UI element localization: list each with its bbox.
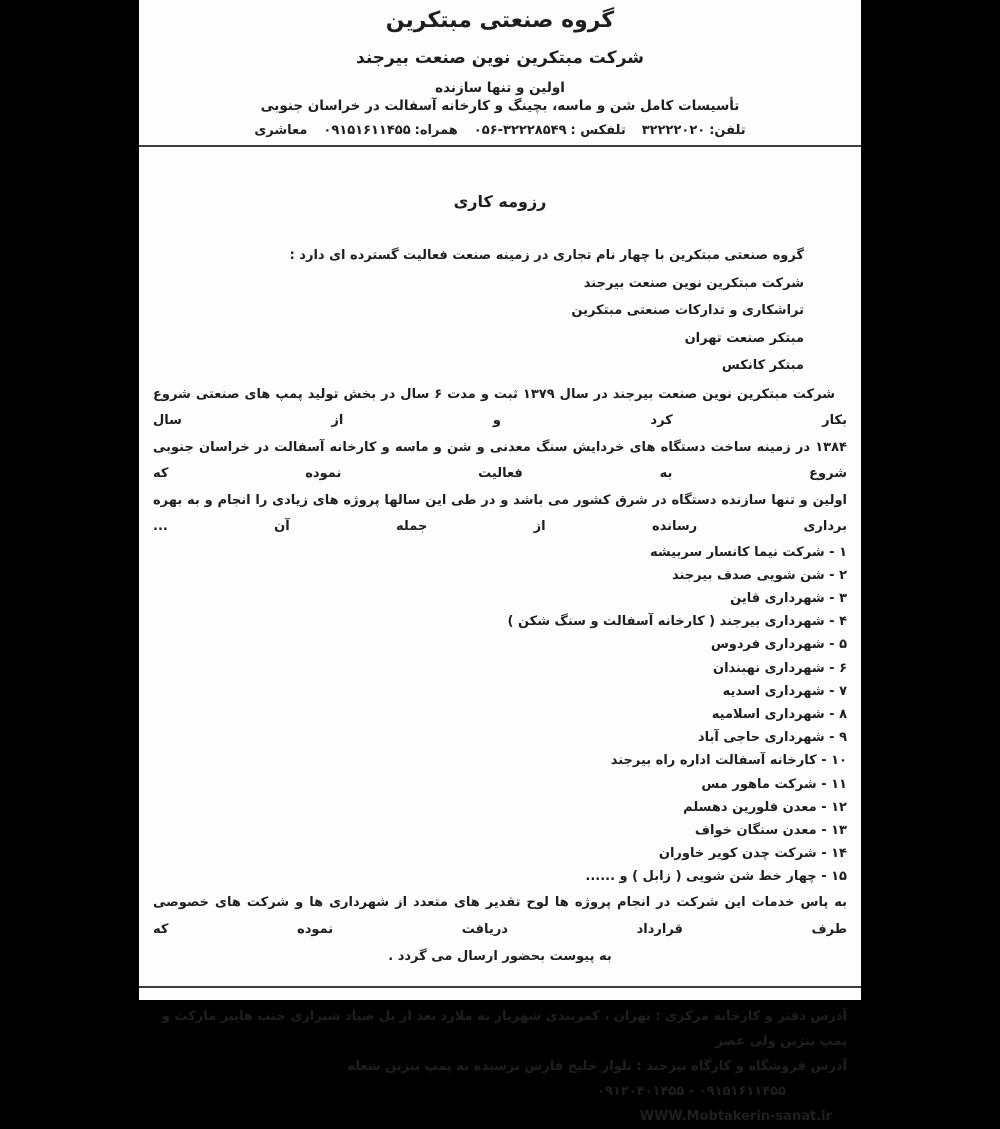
closing-line: به پیوست بحضور ارسال می گردد . — [388, 948, 612, 964]
closing-paragraph — [153, 889, 847, 970]
fax-label: تلفکس : — [570, 123, 626, 138]
brand-item: مبتکر کانکس — [721, 358, 804, 373]
project-item: ۹ - شهرداری حاجی آباد — [697, 730, 847, 746]
project-item: ۸ - شهرداری اسلامیه — [711, 706, 847, 722]
history-line: ۱۳۸۴ در زمینه ساخت دستگاه های خردایش سنگ معدنی و شن و ماسه و کارخانه آسفالت در خراسان جنوبی شروع به فعالیت نموده که — [153, 439, 847, 481]
footer — [153, 1004, 847, 1129]
project-item: ۶ - شهرداری نهبندان — [712, 660, 847, 676]
brands-block — [153, 242, 847, 380]
company-group-title: گروه صنعتی مبتکرین — [385, 8, 615, 33]
resume-heading: رزومه کاری — [453, 192, 547, 211]
footer-website: WWW.Mobtakerin-sanat.ir — [639, 1108, 832, 1124]
project-item: ۱۰ - کارخانه آسفالت اداره راه بیرجند — [610, 753, 847, 769]
project-item: ۱۵ - چهار خط شن شویی ( زابل ) و ...... — [585, 869, 847, 885]
company-subtitle: شرکت مبتکرین نوین صنعت بیرجند — [356, 48, 644, 68]
footer-divider — [139, 986, 861, 988]
letterhead — [153, 6, 847, 147]
contact-row — [153, 122, 847, 139]
fax-number — [474, 122, 626, 139]
fax-value: ۳۲۲۲۸۵۴۹-۰۵۶ — [473, 123, 567, 138]
mobile-label: همراه: — [414, 123, 458, 138]
project-item: ۱۱ - شرکت ماهور مس — [701, 776, 847, 792]
projects-list — [153, 541, 847, 889]
phone-label: تلفن: — [709, 123, 746, 138]
project-item: ۱۳ - معدن سنگان خواف — [694, 822, 847, 838]
history-line: شرکت مبتکرین نوین صنعت بیرجند در سال ۱۳۷۹ ثبت و مدت ۶ سال در بخش تولید پمپ های صنعتی شروع بکار کرد و از سال — [153, 386, 847, 428]
tagline-first-maker: اولین و تنها سازنده — [435, 80, 565, 96]
brand-item: تراشکاری و تدارکات صنعتی مبتکرین — [571, 303, 804, 318]
phone-value: ۳۲۲۲۲۰۲۰ — [641, 123, 706, 138]
tagline-facilities: تأسیسات کامل شن و ماسه، بچینگ و کارخانه آسفالت در خراسان جنوبی — [260, 98, 740, 114]
project-item: ۳ - شهرداری قاین — [730, 590, 847, 606]
mobile-value: ۰۹۱۵۱۶۱۱۴۵۵ — [323, 123, 411, 138]
document-page — [139, 0, 861, 1124]
mobile-number — [323, 122, 457, 139]
project-item: ۲ - شن شویی صدف بیرجند — [671, 567, 847, 583]
brand-item: شرکت مبتکرین نوین صنعت بیرجند — [583, 275, 804, 291]
header-divider — [139, 145, 861, 147]
brand-item: مبتکر صنعت تهران — [684, 330, 804, 346]
contact-person-name: معاشری — [254, 123, 308, 138]
history-paragraph — [153, 382, 847, 541]
footer-address-birjand-row — [153, 1054, 847, 1079]
phone-number — [642, 122, 746, 139]
closing-line: به پاس خدمات این شرکت در انجام پروژه ها لوح تقدیر های متعدد از شهرداری ها و شرکت های خصوصی طرف قرارداد دریافت نموده که — [153, 894, 847, 937]
footer-address-central: آدرس دفتر و کارخانه مرکزی : تهران ، کمربندی شهریار به ملارد بعد از پل صیاد شیرازی جنب هایپر مارکت و پمپ بنزین ولی عصر — [161, 1008, 847, 1049]
project-item: ۱۴ - شرکت چدن کویر خاوران — [658, 846, 847, 862]
history-line: اولین و تنها سازنده دستگاه در شرق کشور می باشد و در طی این سالها پروژه های زیادی را انجام و به بهره برداری رسانده از جمله آن ... — [153, 492, 847, 534]
intro-line: گروه صنعتی مبتکرین با چهار نام تجاری در زمینه صنعت فعالیت گسترده ای دارد : — [289, 248, 804, 263]
project-item: ۴ - شهرداری بیرجند ( کارخانه آسفالت و سنگ شکن ) — [507, 614, 847, 630]
resume-body — [153, 191, 847, 970]
footer-address-birjand: آدرس فروشگاه و کارگاه بیرجند : بلوار خلیج فارس نرسیده به پمپ بنزین شعله — [347, 1058, 847, 1074]
footer-phones: ۰۹۱۲۰۴۰۱۴۵۵ - ۰۹۱۵۱۶۱۱۴۵۵ — [596, 1083, 786, 1099]
project-item: ۵ - شهرداری فردوس — [710, 637, 847, 653]
project-item: ۱۲ - معدن فلورین دهسلم — [683, 799, 847, 815]
project-item: ۱ - شرکت نیما کانسار سربیشه — [649, 544, 847, 560]
project-item: ۷ - شهرداری اسدیه — [722, 683, 847, 699]
